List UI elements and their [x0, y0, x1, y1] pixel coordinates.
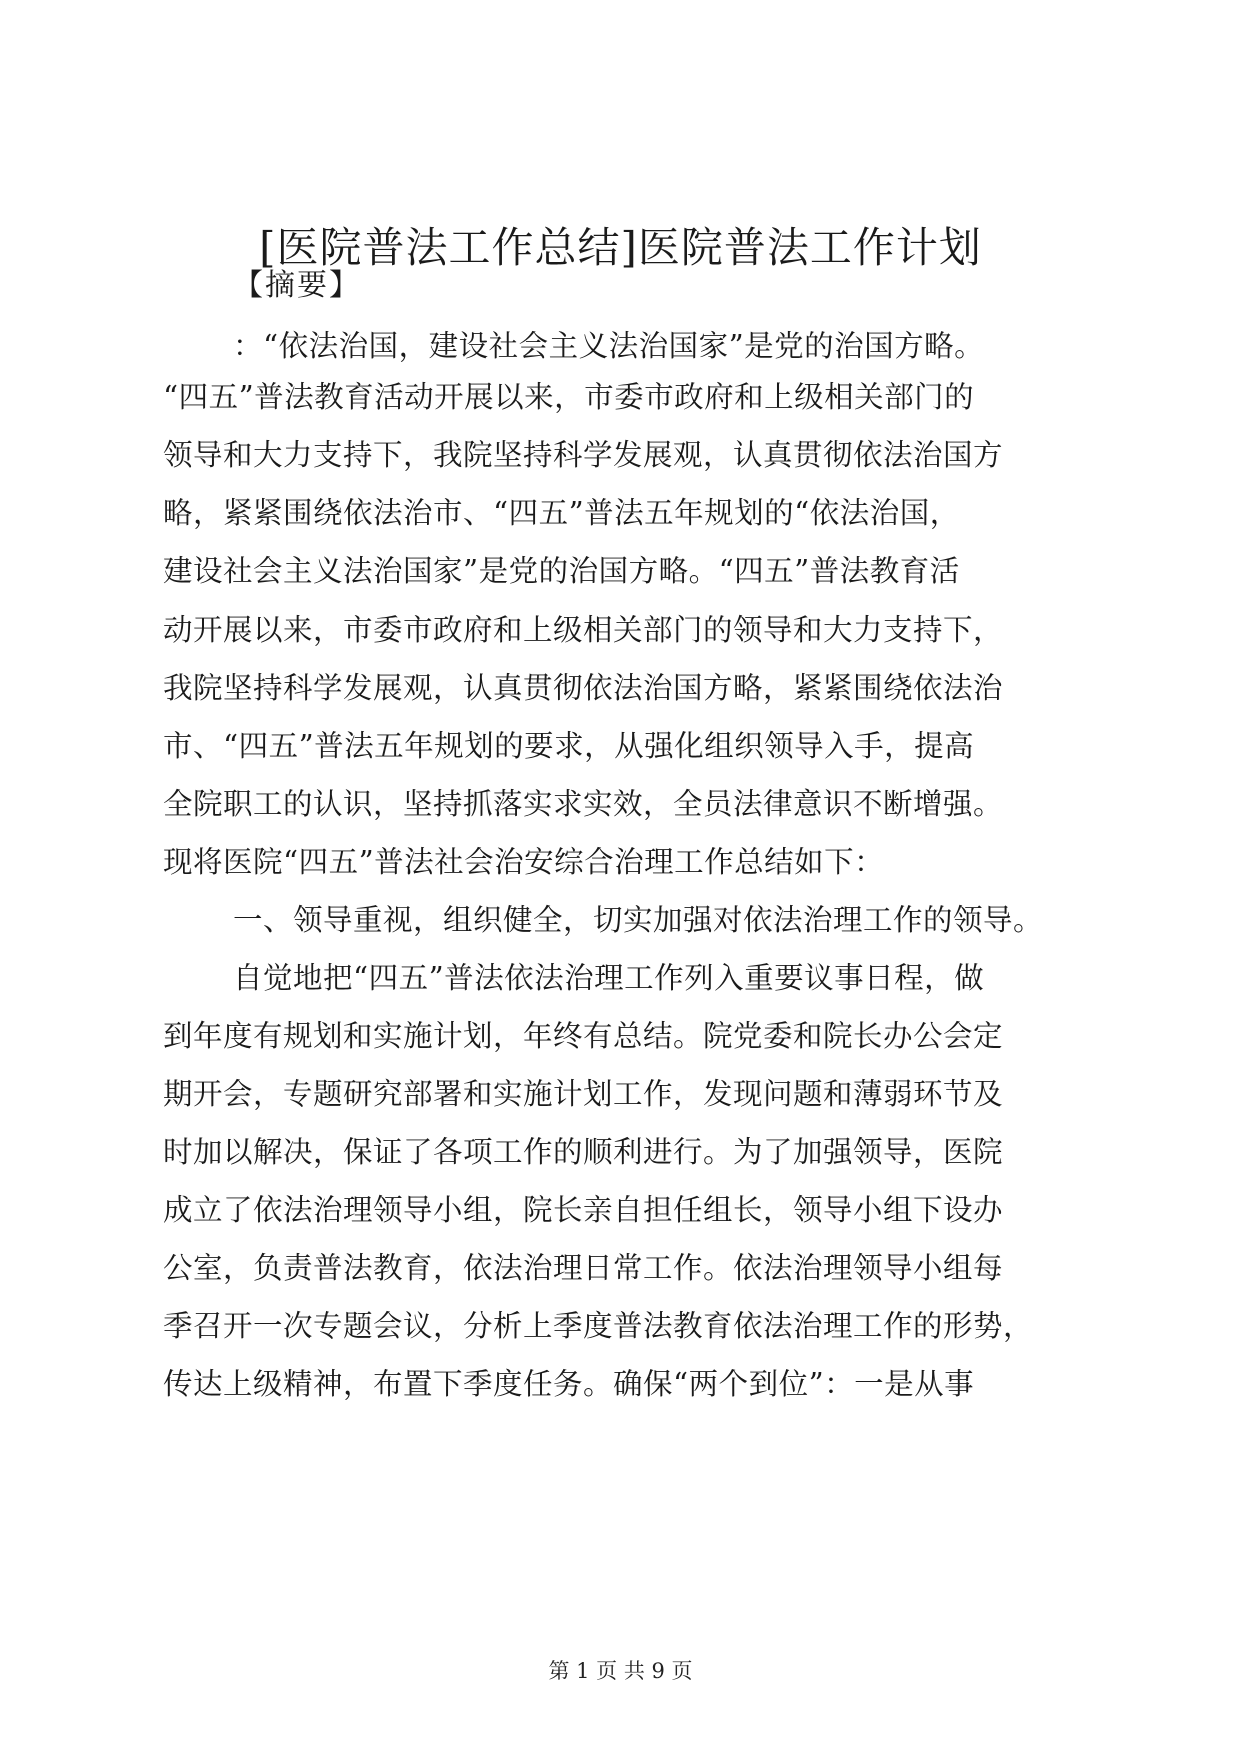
body-line: 公室，负责普法教育，依法治理日常工作。依法治理领导小组每: [163, 1251, 1004, 1285]
body-line: 时加以解决，保证了各项工作的顺利进行。为了加强领导，医院: [163, 1135, 1004, 1169]
section-heading: 一、领导重视，组织健全，切实加强对依法治理工作的领导。: [233, 903, 1044, 937]
abstract-label: 【摘要】: [233, 268, 361, 303]
body-line: 成立了依法治理领导小组，院长亲自担任组长，领导小组下设办: [163, 1193, 1004, 1227]
document-title: [医院普法工作总结]医院普法工作计划: [259, 223, 982, 272]
page-number: 第 1 页 共 9 页: [548, 1659, 693, 1683]
body-line: 动开展以来，市委市政府和上级相关部门的领导和大力支持下，: [163, 613, 1004, 647]
body-line: 自觉地把“四五”普法依法治理工作列入重要议事日程，做: [233, 961, 985, 995]
body-line: 季召开一次专题会议，分析上季度普法教育依法治理工作的形势，: [163, 1309, 1034, 1343]
body-line: 期开会，专题研究部署和实施计划工作，发现问题和薄弱环节及: [163, 1077, 1004, 1111]
body-line: “四五”普法教育活动开展以来，市委市政府和上级相关部门的: [163, 380, 975, 414]
body-line: 到年度有规划和实施计划，年终有总结。院党委和院长办公会定: [163, 1019, 1004, 1053]
body-line: 现将医院“四五”普法社会治安综合治理工作总结如下：: [163, 845, 885, 879]
body-line: 市、“四五”普法五年规划的要求，从强化组织领导入手，提高: [163, 729, 975, 763]
body-line: 全院职工的认识，坚持抓落实求实效，全员法律意识不断增强。: [163, 787, 1004, 821]
body-line: 建设社会主义法治国家”是党的治国方略。“四五”普法教育活: [163, 554, 960, 588]
body-line: 领导和大力支持下，我院坚持科学发展观，认真贯彻依法治国方: [163, 438, 1004, 472]
body-line: 略，紧紧围绕依法治市、“四五”普法五年规划的“依法治国，: [163, 496, 960, 530]
body-line: 传达上级精神，布置下季度任务。确保“两个到位”：一是从事: [163, 1367, 975, 1401]
body-line: 我院坚持科学发展观，认真贯彻依法治国方略，紧紧围绕依法治: [163, 671, 1004, 705]
body-line: ：“依法治国，建设社会主义法治国家”是党的治国方略。: [233, 329, 985, 363]
